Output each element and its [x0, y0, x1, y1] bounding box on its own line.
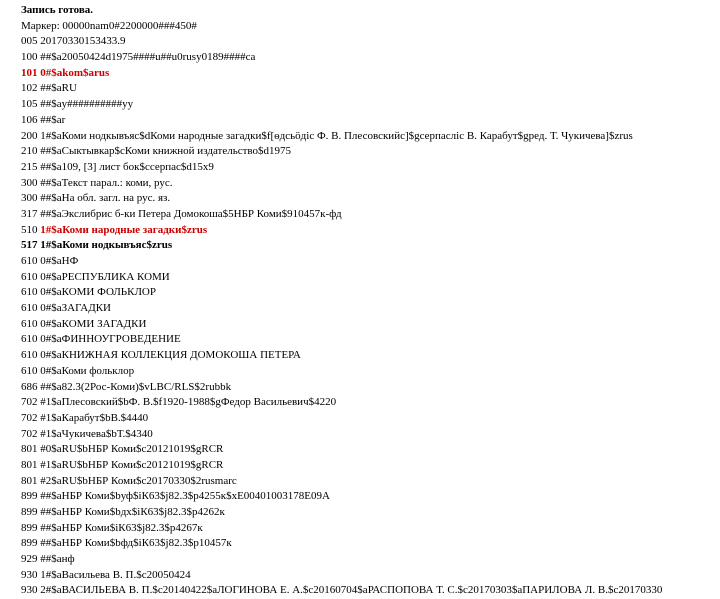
field-686: 686 ##$a82.3(2Рос-Коми)$vLBC/RLS$2rubbk: [21, 380, 232, 393]
field-929: 929 ##$aнф: [21, 553, 75, 566]
field-899: 899 ##$aНБР Коми$bуф$iК63$j82.3$p4255к$xЕ00401003178Е09А: [21, 490, 330, 503]
field-200: 200 1#$aКоми нодкывъяс$dКоми народные загадки$f[ѳдсьӧдіс Ф. В. Плесовскийс]$gсерпасліс В. Карабут$gред. Т. Чукичева]$zrus: [21, 129, 633, 142]
field-702: 702 #1$aЧукичева$bТ.$4340: [21, 427, 153, 440]
field-102: 102 ##$aRU: [21, 82, 77, 95]
field-215: 215 ##$a109, [3] лист бок$cсерпас$d15x9: [21, 160, 214, 173]
status-message: Запись готова.: [21, 4, 94, 16]
field-105: 105 ##$ay##########yy: [21, 98, 134, 111]
field-510: [21, 223, 711, 239]
field-610: 610 0#$aЗАГАДКИ: [21, 302, 111, 315]
field-610: 610 0#$aФИННОУГРОВЕДЕНИЕ: [21, 333, 181, 346]
field-101-highlighted: 101 0#$akom$arus: [21, 66, 110, 79]
field-106: 106 ##$ar: [21, 113, 66, 126]
field-899: 899 ##$aНБР Коми$bдх$iК63$j82.3$p4262к: [21, 506, 225, 518]
field-930: 930 2#$aВАСИЛЬЕВА В. П.$c20140422$aЛОГИНОВА Е. А.$c20160704$aРАСПОПОВА Т. С.$c20170303$aПАРИЛОВА Л. В.$c20170330: [21, 584, 663, 597]
field-801: 801 #0$aRU$bНБР Коми$c20121019$gRCR: [21, 443, 224, 456]
field-610: 610 0#$aКОМИ ЗАГАДКИ: [21, 317, 147, 330]
field-005: 005 20170330153433.9: [21, 35, 126, 48]
field-930: 930 1#$aВасильева В. П.$c20050424: [21, 568, 191, 581]
field-317: 317 ##$aЭкслибрис б-ки Петера Домокоша$5НБР Коми$910457к-фд: [21, 207, 342, 220]
field-899: 899 ##$aНБР Коми$bфд$iК63$j82.3$p10457к: [21, 537, 232, 550]
field-801: 801 #1$aRU$bНБР Коми$c20121019$gRCR: [21, 458, 224, 471]
field-610: 610 0#$aКНИЖНАЯ КОЛЛЕКЦИЯ ДОМОКОША ПЕТЕРА: [21, 349, 301, 362]
field-801: 801 #2$aRU$bНБР Коми$c20170330$2rusmarc: [21, 474, 237, 487]
field-300-b: 300 ##$aНа обл. загл. на рус. яз.: [21, 192, 171, 205]
field-210: 210 ##$aСыктывкар$cКоми книжной издательство$d1975: [21, 145, 292, 158]
field-517: 517 1#$aКоми нодкывъяс$zrus: [21, 239, 173, 252]
field-300-a: 300 ##$aТекст парал.: коми, рус.: [21, 176, 173, 189]
field-702: 702 #1$aПлесовский$bФ. В.$f1920-1988$gФедор Васильевич$4220: [21, 396, 337, 409]
field-510-value-highlighted: 1#$aКоми народные загадки$zrus: [37, 223, 208, 236]
field-610: 610 0#$aНФ: [21, 255, 79, 267]
field-610: 610 0#$aРЕСПУБЛИКА КОМИ: [21, 270, 170, 283]
field-702: 702 #1$aКарабут$bВ.$4440: [21, 411, 149, 424]
field-510-tag: 510: [21, 223, 38, 236]
field-100: 100 ##$a20050424d1975####u##u0rusy0189####ca: [21, 51, 256, 64]
marc-record-view: [21, 3, 711, 599]
field-610: 610 0#$aКОМИ ФОЛЬКЛОР: [21, 286, 156, 299]
field-899: 899 ##$aНБР Коми$iК63$j82.3$p4267к: [21, 521, 203, 534]
leader-marker: Маркер: 00000nam0#2200000###450#: [21, 19, 197, 32]
field-610: 610 0#$aКоми фольклор: [21, 364, 135, 377]
